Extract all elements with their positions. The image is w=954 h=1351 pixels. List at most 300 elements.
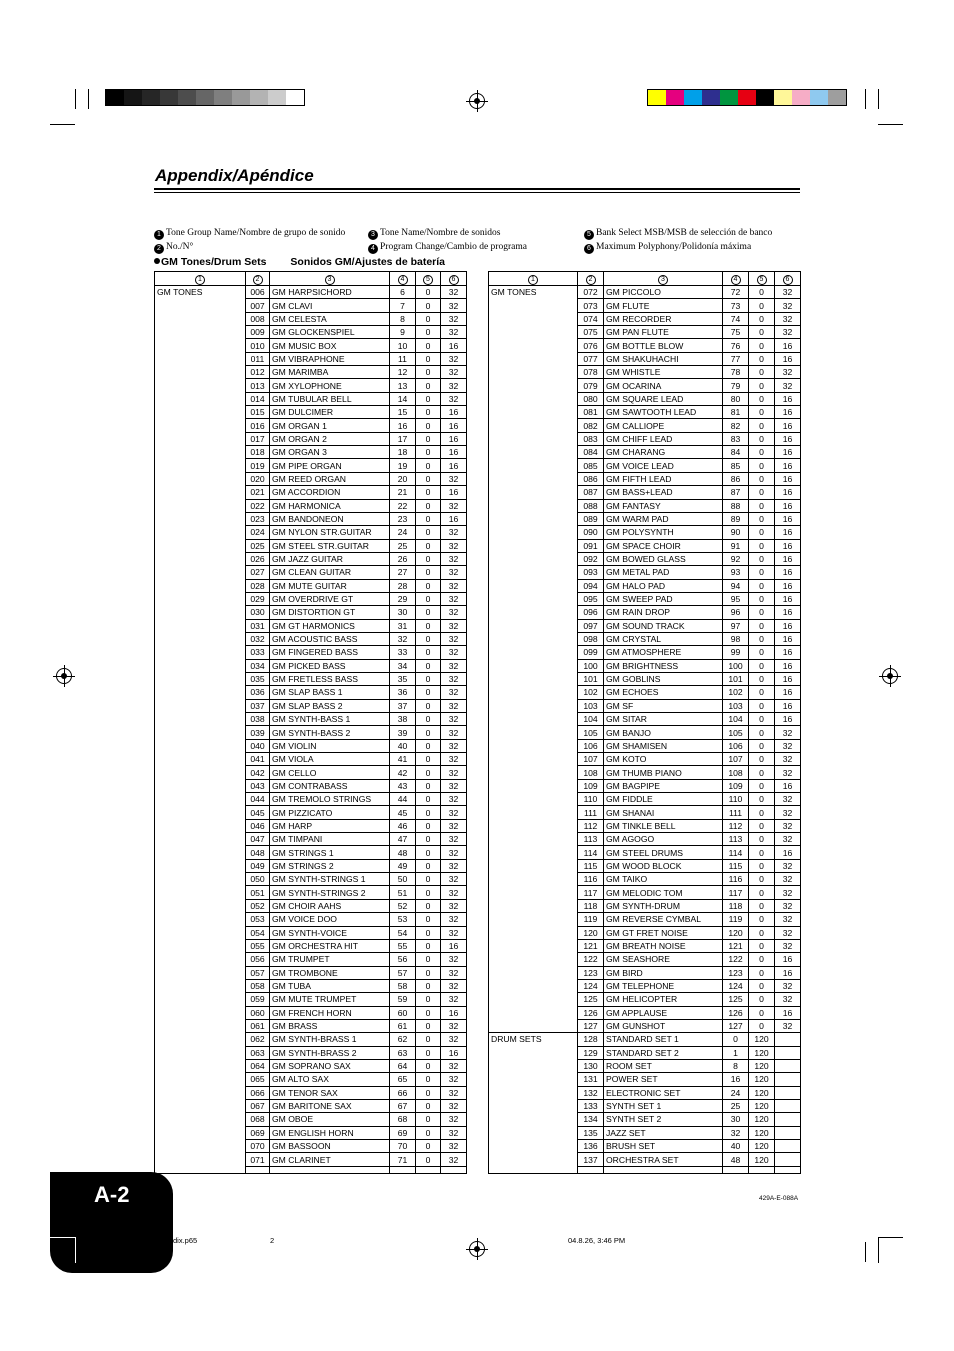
table-cell-no: 030 — [246, 606, 270, 619]
table-cell-msb: 0 — [749, 566, 775, 579]
table-cell-poly: 32 — [775, 819, 801, 832]
table-cell-poly: 32 — [441, 539, 467, 552]
table-cell-no: 097 — [578, 619, 604, 632]
table-cell-no: 075 — [578, 326, 604, 339]
table-cell-msb: 120 — [749, 1033, 775, 1046]
table-cell-group — [489, 766, 578, 779]
table-cell-name: GM BOWED GLASS — [604, 552, 723, 565]
table-cell-no: 080 — [578, 392, 604, 405]
table-row — [155, 326, 467, 339]
table-header — [489, 272, 801, 286]
footer-date: 04.8.26, 3:46 PM — [568, 1236, 626, 1245]
color-swatch — [666, 90, 684, 105]
table-cell-pc: 70 — [390, 1140, 416, 1153]
table-cell-msb: 0 — [416, 352, 441, 365]
table-row — [155, 539, 467, 552]
table-cell-pc: 37 — [390, 699, 416, 712]
table-cell-poly: 32 — [775, 366, 801, 379]
table-cell-msb: 0 — [749, 726, 775, 739]
table-cell-poly — [775, 1073, 801, 1086]
table-cell-group — [155, 699, 246, 712]
table-cell-msb: 0 — [416, 1006, 441, 1019]
table-cell-pc: 96 — [723, 606, 749, 619]
table-cell-group — [155, 326, 246, 339]
table-cell-msb: 0 — [749, 699, 775, 712]
table-cell-group — [489, 753, 578, 766]
table-cell-poly: 32 — [441, 953, 467, 966]
table-cell-msb: 0 — [749, 366, 775, 379]
table-cell-poly: 16 — [775, 406, 801, 419]
column-header: 5 — [749, 272, 775, 286]
table-cell-empty — [390, 1166, 416, 1173]
table-cell-msb: 0 — [416, 1059, 441, 1072]
table-cell-name: BRUSH SET — [604, 1140, 723, 1153]
table-row — [489, 1059, 801, 1072]
table-cell-group — [155, 726, 246, 739]
table-cell-pc: 13 — [390, 379, 416, 392]
table-cell-name: GM VIOLA — [270, 753, 390, 766]
table-row — [489, 552, 801, 565]
legend-item: 3 Tone Name/Nombre de sonidos — [368, 226, 527, 240]
table-cell-no: 016 — [246, 419, 270, 432]
table-cell-no: 079 — [578, 379, 604, 392]
table-cell-pc: 31 — [390, 619, 416, 632]
table-cell-name: GM CLARINET — [270, 1153, 390, 1166]
table-cell-msb: 0 — [416, 419, 441, 432]
table-cell-group — [489, 446, 578, 459]
table-filler-row — [489, 1166, 801, 1173]
table-row — [489, 512, 801, 525]
table-cell-name: GM HARP — [270, 819, 390, 832]
table-cell-poly: 16 — [775, 686, 801, 699]
table-cell-pc: 54 — [390, 926, 416, 939]
table-cell-pc: 58 — [390, 979, 416, 992]
table-cell-no: 050 — [246, 873, 270, 886]
table-cell-group — [155, 993, 246, 1006]
table-row — [155, 352, 467, 365]
table-cell-group — [489, 686, 578, 699]
table-cell-poly: 16 — [775, 432, 801, 445]
table-cell-name: GM PICCOLO — [604, 286, 723, 299]
table-cell-poly: 32 — [775, 793, 801, 806]
table-cell-pc: 125 — [723, 993, 749, 1006]
table-cell-name: GM APPLAUSE — [604, 1006, 723, 1019]
table-cell-pc: 99 — [723, 646, 749, 659]
table-cell-group — [489, 739, 578, 752]
table-cell-group: DRUM SETS — [489, 1033, 578, 1046]
gray-color-bar — [105, 89, 305, 106]
table-cell-name: GM GT FRET NOISE — [604, 926, 723, 939]
color-swatch — [702, 90, 720, 105]
table-cell-msb: 0 — [749, 552, 775, 565]
table-row — [489, 819, 801, 832]
table-row — [155, 993, 467, 1006]
table-cell-msb: 0 — [416, 713, 441, 726]
table-cell-group — [489, 993, 578, 1006]
table-cell-pc: 11 — [390, 352, 416, 365]
table-cell-no: 076 — [578, 339, 604, 352]
table-cell-no: 093 — [578, 566, 604, 579]
table-row — [489, 1046, 801, 1059]
table-cell-msb: 0 — [749, 512, 775, 525]
table-row — [155, 1006, 467, 1019]
table-cell-name: GM ACOUSTIC BASS — [270, 632, 390, 645]
table-cell-msb: 0 — [749, 899, 775, 912]
table-cell-msb: 0 — [416, 392, 441, 405]
table-row — [489, 1099, 801, 1112]
table-row — [155, 1086, 467, 1099]
table-cell-msb: 0 — [749, 779, 775, 792]
table-cell-name: GM HARMONICA — [270, 499, 390, 512]
table-cell-poly: 32 — [441, 1153, 467, 1166]
table-cell-poly: 32 — [441, 606, 467, 619]
table-cell-name: GM SQUARE LEAD — [604, 392, 723, 405]
table-cell-no: 109 — [578, 779, 604, 792]
table-cell-no: 067 — [246, 1099, 270, 1112]
color-swatch — [738, 90, 756, 105]
table-cell-poly: 16 — [441, 446, 467, 459]
color-swatch — [756, 90, 774, 105]
table-cell-msb: 0 — [749, 632, 775, 645]
table-cell-poly: 32 — [775, 913, 801, 926]
table-row — [155, 779, 467, 792]
table-cell-group — [489, 913, 578, 926]
table-cell-group — [489, 1046, 578, 1059]
table-cell-no: 131 — [578, 1073, 604, 1086]
table-cell-msb: 0 — [416, 472, 441, 485]
table-cell-msb: 0 — [416, 913, 441, 926]
table-cell-msb: 0 — [416, 339, 441, 352]
page-number: A-2 — [94, 1182, 130, 1207]
table-cell-pc: 1 — [723, 1046, 749, 1059]
table-cell-group — [155, 873, 246, 886]
table-cell-poly — [775, 1099, 801, 1112]
table-cell-name: GM TINKLE BELL — [604, 819, 723, 832]
table-cell-name: GM TREMOLO STRINGS — [270, 793, 390, 806]
table-cell-name: GM CHARANG — [604, 446, 723, 459]
table-cell-no: 069 — [246, 1126, 270, 1139]
table-cell-poly: 32 — [441, 499, 467, 512]
table-row — [155, 793, 467, 806]
table-cell-no: 053 — [246, 913, 270, 926]
table-cell-no: 063 — [246, 1046, 270, 1059]
table-cell-group — [489, 299, 578, 312]
color-swatch — [648, 90, 666, 105]
table-cell-poly: 32 — [441, 753, 467, 766]
table-cell-no: 092 — [578, 552, 604, 565]
table-cell-group — [489, 579, 578, 592]
table-cell-pc: 12 — [390, 366, 416, 379]
table-cell-empty — [416, 1166, 441, 1173]
color-swatch — [828, 90, 846, 105]
table-row — [489, 352, 801, 365]
table-cell-name: GM TUBULAR BELL — [270, 392, 390, 405]
table-cell-name: GM HALO PAD — [604, 579, 723, 592]
table-cell-name: GM TROMBONE — [270, 966, 390, 979]
table-cell-name: GM GUNSHOT — [604, 1019, 723, 1032]
table-cell-msb: 0 — [416, 1140, 441, 1153]
table-cell-group — [155, 579, 246, 592]
table-cell-empty — [723, 1166, 749, 1173]
table-cell-poly: 32 — [441, 966, 467, 979]
table-cell-no: 052 — [246, 899, 270, 912]
table-row — [155, 486, 467, 499]
table-cell-pc: 93 — [723, 566, 749, 579]
table-cell-name: GM DISTORTION GT — [270, 606, 390, 619]
table-cell-no: 084 — [578, 446, 604, 459]
table-cell-msb: 0 — [749, 1006, 775, 1019]
table-row — [489, 899, 801, 912]
table-cell-name: GM OBOE — [270, 1113, 390, 1126]
table-cell-msb: 0 — [416, 499, 441, 512]
table-row — [489, 913, 801, 926]
table-cell-name: ORCHESTRA SET — [604, 1153, 723, 1166]
table-cell-pc: 36 — [390, 686, 416, 699]
table-cell-msb: 0 — [749, 579, 775, 592]
table-cell-msb: 0 — [416, 379, 441, 392]
table-cell-group — [489, 406, 578, 419]
table-cell-pc: 7 — [390, 299, 416, 312]
table-cell-group — [489, 472, 578, 485]
table-row — [155, 886, 467, 899]
table-cell-no: 007 — [246, 299, 270, 312]
table-cell-poly: 16 — [441, 339, 467, 352]
table-row — [489, 886, 801, 899]
table-row — [155, 966, 467, 979]
table-cell-msb: 0 — [416, 1099, 441, 1112]
table-cell-name: GM CHOIR AAHS — [270, 899, 390, 912]
table-cell-msb: 0 — [749, 979, 775, 992]
table-cell-poly: 16 — [441, 939, 467, 952]
table-cell-no: 103 — [578, 699, 604, 712]
table-cell-name: GM FLUTE — [604, 299, 723, 312]
table-cell-group — [489, 486, 578, 499]
table-row — [489, 459, 801, 472]
table-cell-pc: 40 — [723, 1140, 749, 1153]
table-cell-name: GM MUTE TRUMPET — [270, 993, 390, 1006]
table-row — [155, 459, 467, 472]
table-cell-no: 095 — [578, 592, 604, 605]
table-cell-group — [155, 592, 246, 605]
table-cell-pc: 118 — [723, 899, 749, 912]
bullet-icon — [154, 258, 160, 264]
table-row — [489, 312, 801, 325]
table-cell-poly: 16 — [775, 966, 801, 979]
table-cell-poly: 32 — [441, 592, 467, 605]
table-cell-name: GM METAL PAD — [604, 566, 723, 579]
table-cell-no: 082 — [578, 419, 604, 432]
table-cell-pc: 14 — [390, 392, 416, 405]
table-cell-poly: 16 — [441, 459, 467, 472]
table-cell-no: 056 — [246, 953, 270, 966]
table-cell-pc: 24 — [390, 526, 416, 539]
table-cell-pc: 55 — [390, 939, 416, 952]
table-cell-pc: 119 — [723, 913, 749, 926]
table-row — [155, 699, 467, 712]
table-cell-no: 055 — [246, 939, 270, 952]
table-cell-no: 106 — [578, 739, 604, 752]
color-swatch — [774, 90, 792, 105]
table-cell-poly: 32 — [441, 1059, 467, 1072]
table-cell-poly — [775, 1046, 801, 1059]
table-cell-name: POWER SET — [604, 1073, 723, 1086]
table-row — [489, 939, 801, 952]
table-cell-msb: 0 — [749, 659, 775, 672]
table-cell-msb: 120 — [749, 1046, 775, 1059]
table-cell-pc: 62 — [390, 1033, 416, 1046]
table-cell-group — [489, 979, 578, 992]
table-cell-pc: 78 — [723, 366, 749, 379]
table-cell-pc: 42 — [390, 766, 416, 779]
table-cell-pc: 95 — [723, 592, 749, 605]
table-cell-no: 038 — [246, 713, 270, 726]
color-swatch — [196, 90, 214, 105]
table-cell-pc: 45 — [390, 806, 416, 819]
table-cell-no: 136 — [578, 1140, 604, 1153]
table-cell-poly: 32 — [441, 299, 467, 312]
table-cell-msb: 0 — [416, 286, 441, 299]
table-cell-msb: 0 — [749, 419, 775, 432]
table-cell-name: GM OCARINA — [604, 379, 723, 392]
table-cell-group — [489, 699, 578, 712]
table-cell-msb: 0 — [749, 993, 775, 1006]
table-cell-no: 036 — [246, 686, 270, 699]
table-cell-poly: 16 — [775, 592, 801, 605]
table-cell-msb: 0 — [749, 913, 775, 926]
table-cell-no: 012 — [246, 366, 270, 379]
table-cell-poly: 32 — [441, 1073, 467, 1086]
table-cell-no: 073 — [578, 299, 604, 312]
table-cell-group — [155, 486, 246, 499]
table-cell-poly: 16 — [775, 672, 801, 685]
table-cell-group — [155, 1099, 246, 1112]
table-cell-pc: 46 — [390, 819, 416, 832]
table-cell-pc: 60 — [390, 1006, 416, 1019]
table-cell-name: ROOM SET — [604, 1059, 723, 1072]
table-cell-msb: 0 — [416, 753, 441, 766]
table-cell-no: 134 — [578, 1113, 604, 1126]
table-cell-msb: 0 — [416, 806, 441, 819]
legend-item: 1 Tone Group Name/Nombre de grupo de sonido — [154, 226, 345, 240]
table-row — [489, 1033, 801, 1046]
table-cell-group — [489, 819, 578, 832]
table-cell-name: GM SOPRANO SAX — [270, 1059, 390, 1072]
table-cell-poly: 32 — [441, 859, 467, 872]
table-cell-pc: 63 — [390, 1046, 416, 1059]
table-cell-pc: 68 — [390, 1113, 416, 1126]
table-cell-pc: 76 — [723, 339, 749, 352]
column-header: 3 — [604, 272, 723, 286]
table-cell-group — [489, 726, 578, 739]
table-row — [155, 659, 467, 672]
table-cell-poly — [775, 1086, 801, 1099]
table-cell-no: 108 — [578, 766, 604, 779]
table-cell-name: GM SOUND TRACK — [604, 619, 723, 632]
table-cell-name: GM VIOLIN — [270, 739, 390, 752]
table-cell-name: GM CELESTA — [270, 312, 390, 325]
table-row — [489, 873, 801, 886]
table-cell-poly: 16 — [441, 512, 467, 525]
table-cell-name: GM BRASS — [270, 1019, 390, 1032]
table-cell-msb: 0 — [749, 1019, 775, 1032]
table-cell-pc: 117 — [723, 886, 749, 899]
table-cell-msb: 0 — [416, 526, 441, 539]
table-cell-group — [155, 1033, 246, 1046]
table-cell-pc: 67 — [390, 1099, 416, 1112]
table-cell-poly: 32 — [775, 312, 801, 325]
table-cell-group — [489, 793, 578, 806]
table-cell-name: GM OVERDRIVE GT — [270, 592, 390, 605]
table-cell-name: GM FINGERED BASS — [270, 646, 390, 659]
table-cell-pc: 120 — [723, 926, 749, 939]
table-cell-name: GM THUMB PIANO — [604, 766, 723, 779]
table-cell-name: SYNTH SET 1 — [604, 1099, 723, 1112]
table-cell-name: GM SYNTH-STRINGS 2 — [270, 886, 390, 899]
table-cell-no: 027 — [246, 566, 270, 579]
table-cell-name: GM SYNTH-BRASS 2 — [270, 1046, 390, 1059]
table-cell-msb: 0 — [749, 819, 775, 832]
table-cell-poly: 32 — [775, 926, 801, 939]
table-cell-no: 107 — [578, 753, 604, 766]
table-cell-group — [155, 859, 246, 872]
table-cell-no: 127 — [578, 1019, 604, 1032]
table-cell-no: 014 — [246, 392, 270, 405]
table-cell-name: GM CHIFF LEAD — [604, 432, 723, 445]
table-row — [155, 1113, 467, 1126]
table-row — [489, 753, 801, 766]
table-cell-pc: 92 — [723, 552, 749, 565]
table-cell-group — [489, 339, 578, 352]
table-cell-group — [489, 672, 578, 685]
table-cell-poly: 32 — [441, 366, 467, 379]
table-cell-msb: 0 — [416, 1126, 441, 1139]
table-cell-pc: 48 — [723, 1153, 749, 1166]
table-cell-group — [489, 1059, 578, 1072]
table-cell-msb: 0 — [416, 993, 441, 1006]
table-cell-poly: 16 — [775, 526, 801, 539]
section-heading: GM Tones/Drum Sets Sonidos GM/Ajustes de batería — [154, 256, 445, 268]
table-cell-group — [155, 552, 246, 565]
table-cell-name: GM FIDDLE — [604, 793, 723, 806]
table-cell-poly: 16 — [775, 512, 801, 525]
table-cell-poly: 32 — [775, 993, 801, 1006]
table-cell-msb: 0 — [416, 886, 441, 899]
table-cell-msb: 0 — [416, 646, 441, 659]
table-cell-name: GM CALLIOPE — [604, 419, 723, 432]
table-cell-group — [489, 953, 578, 966]
table-cell-msb: 120 — [749, 1126, 775, 1139]
table-cell-pc: 21 — [390, 486, 416, 499]
crop-mark — [88, 89, 89, 109]
table-row — [489, 846, 801, 859]
table-cell-group — [489, 499, 578, 512]
table-cell-no: 021 — [246, 486, 270, 499]
color-swatch — [214, 90, 232, 105]
table-cell-poly: 16 — [775, 606, 801, 619]
table-cell-no: 096 — [578, 606, 604, 619]
table-cell-name: GM WARM PAD — [604, 512, 723, 525]
table-cell-msb: 0 — [416, 1033, 441, 1046]
table-row — [489, 779, 801, 792]
table-cell-name: GM TRUMPET — [270, 953, 390, 966]
table-cell-poly: 32 — [775, 766, 801, 779]
table-cell-no: 091 — [578, 539, 604, 552]
table-cell-group — [489, 619, 578, 632]
table-row — [155, 766, 467, 779]
table-cell-poly: 32 — [441, 526, 467, 539]
table-cell-name: GM SLAP BASS 1 — [270, 686, 390, 699]
table-cell-group — [489, 899, 578, 912]
